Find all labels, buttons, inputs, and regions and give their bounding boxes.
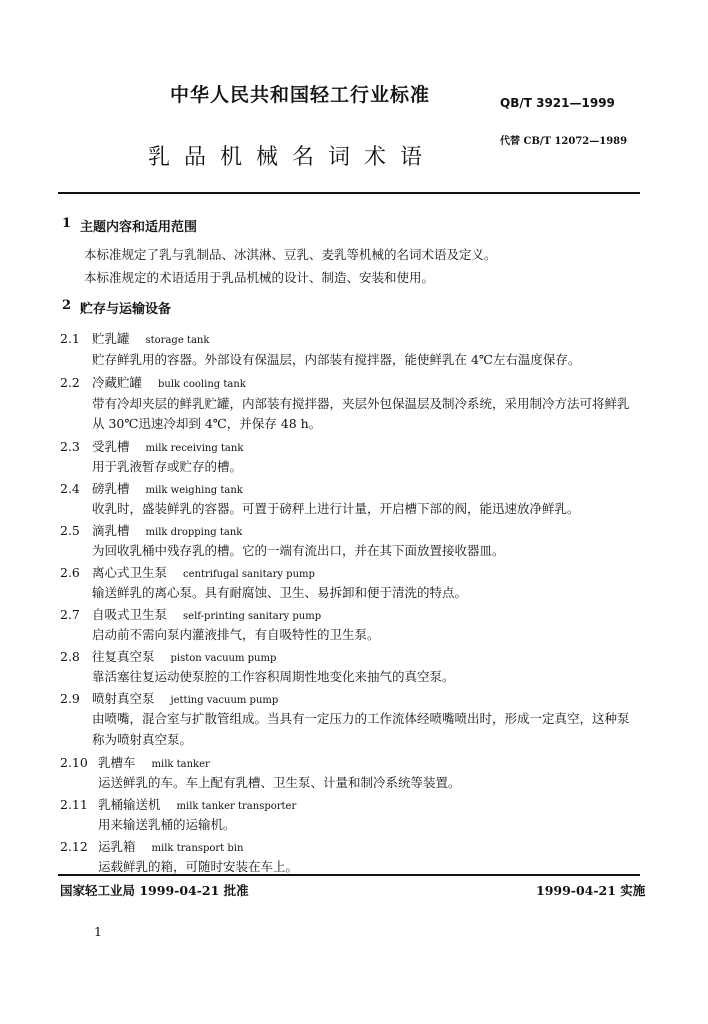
footer-rule [58,874,640,876]
term-2-5 [60,520,242,539]
term-english: milk tanker [151,759,210,770]
term-definition: 贮存鲜乳用的容器。外部设有保温层，内部装有搅拌器，能使鲜乳在 4℃左右温度保存。 [92,352,581,367]
term-name: 自吸式卫生泵 [92,607,168,622]
term-name: 贮乳罐 [92,331,130,346]
section-2-title: 贮存与运输设备 [80,302,172,317]
term-definition: 由喷嘴，混合室与扩散管组成。当具有一定压力的工作流体经喷嘴喷出时，形成一定真空，这种泵 [92,711,630,726]
term-name: 乳桶输送机 [98,797,161,812]
term-2-8 [60,646,276,665]
term-english: milk tanker transporter [176,801,297,812]
term-name: 运乳箱 [98,839,136,854]
term-definition: 从 30℃迅速冷却到 4℃，并保存 48 h。 [92,416,322,431]
org-title: 中华人民共和国轻工行业标准 [170,84,431,106]
term-definition: 用于乳液暂存或贮存的槽。 [92,459,243,474]
term-english: milk transport bin [151,843,244,854]
term-name: 往复真空泵 [92,649,155,664]
term-name: 冷藏贮罐 [92,375,143,390]
term-2-9 [60,688,278,707]
term-number: 2.10 [60,755,88,770]
term-english: bulk cooling tank [158,379,246,390]
term-2-7 [60,604,321,623]
term-english: centrifugal sanitary pump [183,569,315,580]
replaces-note: 代替 CB/T 12072—1989 [500,136,628,147]
section-2-number: 2 [62,298,72,313]
term-2-11 [60,794,296,813]
term-2-1 [60,328,209,347]
term-definition: 输送鲜乳的离心泵。具有耐腐蚀、卫生、易拆卸和便于清洗的特点。 [92,585,468,600]
term-definition: 为回收乳桶中残存乳的槽。它的一端有流出口，并在其下面放置接收器皿。 [92,543,505,558]
term-name: 磅乳槽 [92,481,130,496]
term-definition: 称为喷射真空泵。 [92,732,193,747]
section-1-paragraph-1: 本标准规定了乳与乳制品、冰淇淋、豆乳、麦乳等机械的名词术语及定义。 [84,247,497,262]
term-2-12 [60,836,243,855]
term-name: 喷射真空泵 [92,691,155,706]
term-number: 2.4 [60,481,80,496]
term-english: milk weighing tank [145,485,243,496]
section-1-title: 主题内容和适用范围 [80,220,198,235]
page-number: 1 [94,924,102,939]
term-number: 2.3 [60,439,80,454]
section-1-number: 1 [62,216,72,231]
term-number: 2.7 [60,607,80,622]
header-rule [58,192,640,194]
standard-code: QB/T 3921—1999 [500,96,615,110]
term-number: 2.5 [60,523,80,538]
term-definition: 收乳时，盛装鲜乳的容器。可置于磅秤上进行计量，开启槽下部的阀，能迅速放净鲜乳。 [92,501,580,516]
term-english: milk receiving tank [145,443,244,454]
term-number: 2.12 [60,839,88,854]
term-english: self-printing sanitary pump [183,611,322,622]
term-english: jetting vacuum pump [170,695,279,706]
term-number: 2.11 [60,797,88,812]
term-english: piston vacuum pump [170,653,277,664]
term-2-3 [60,436,243,455]
term-number: 2.9 [60,691,80,706]
term-definition: 靠活塞往复运动使泵腔的工作容积周期性地变化来抽气的真空泵。 [92,669,455,684]
term-definition: 用来输送乳桶的运输机。 [98,817,236,832]
term-name: 离心式卫生泵 [92,565,168,580]
term-definition: 带有冷却夹层的鲜乳贮罐，内部装有搅拌器，夹层外包保温层及制冷系统，采用制冷方法可将鲜乳 [92,396,630,411]
term-english: milk dropping tank [145,527,243,538]
term-2-2 [60,372,246,391]
approval-note: 国家轻工业局 1999-04-21 批准 [60,883,249,898]
term-english: storage tank [145,335,210,346]
term-definition: 运载鲜乳的箱，可随时安装在车上。 [98,859,299,874]
term-number: 2.8 [60,649,80,664]
section-1-paragraph-2: 本标准规定的术语适用于乳品机械的设计、制造、安装和使用。 [84,270,435,285]
term-name: 乳槽车 [98,755,136,770]
effective-date: 1999-04-21 实施 [536,883,646,898]
term-number: 2.6 [60,565,80,580]
term-number: 2.2 [60,375,80,390]
term-name: 受乳槽 [92,439,130,454]
term-definition: 启动前不需向泵内灌液排气，有自吸特性的卫生泵。 [92,627,380,642]
term-number: 2.1 [60,331,80,346]
term-2-6 [60,562,315,581]
document-title: 乳品机械名词术语 [148,145,437,170]
term-name: 滴乳槽 [92,523,130,538]
term-2-4 [60,478,243,497]
term-2-10 [60,752,210,771]
term-definition: 运送鲜乳的车。车上配有乳槽、卫生泵、计量和制冷系统等装置。 [98,775,461,790]
